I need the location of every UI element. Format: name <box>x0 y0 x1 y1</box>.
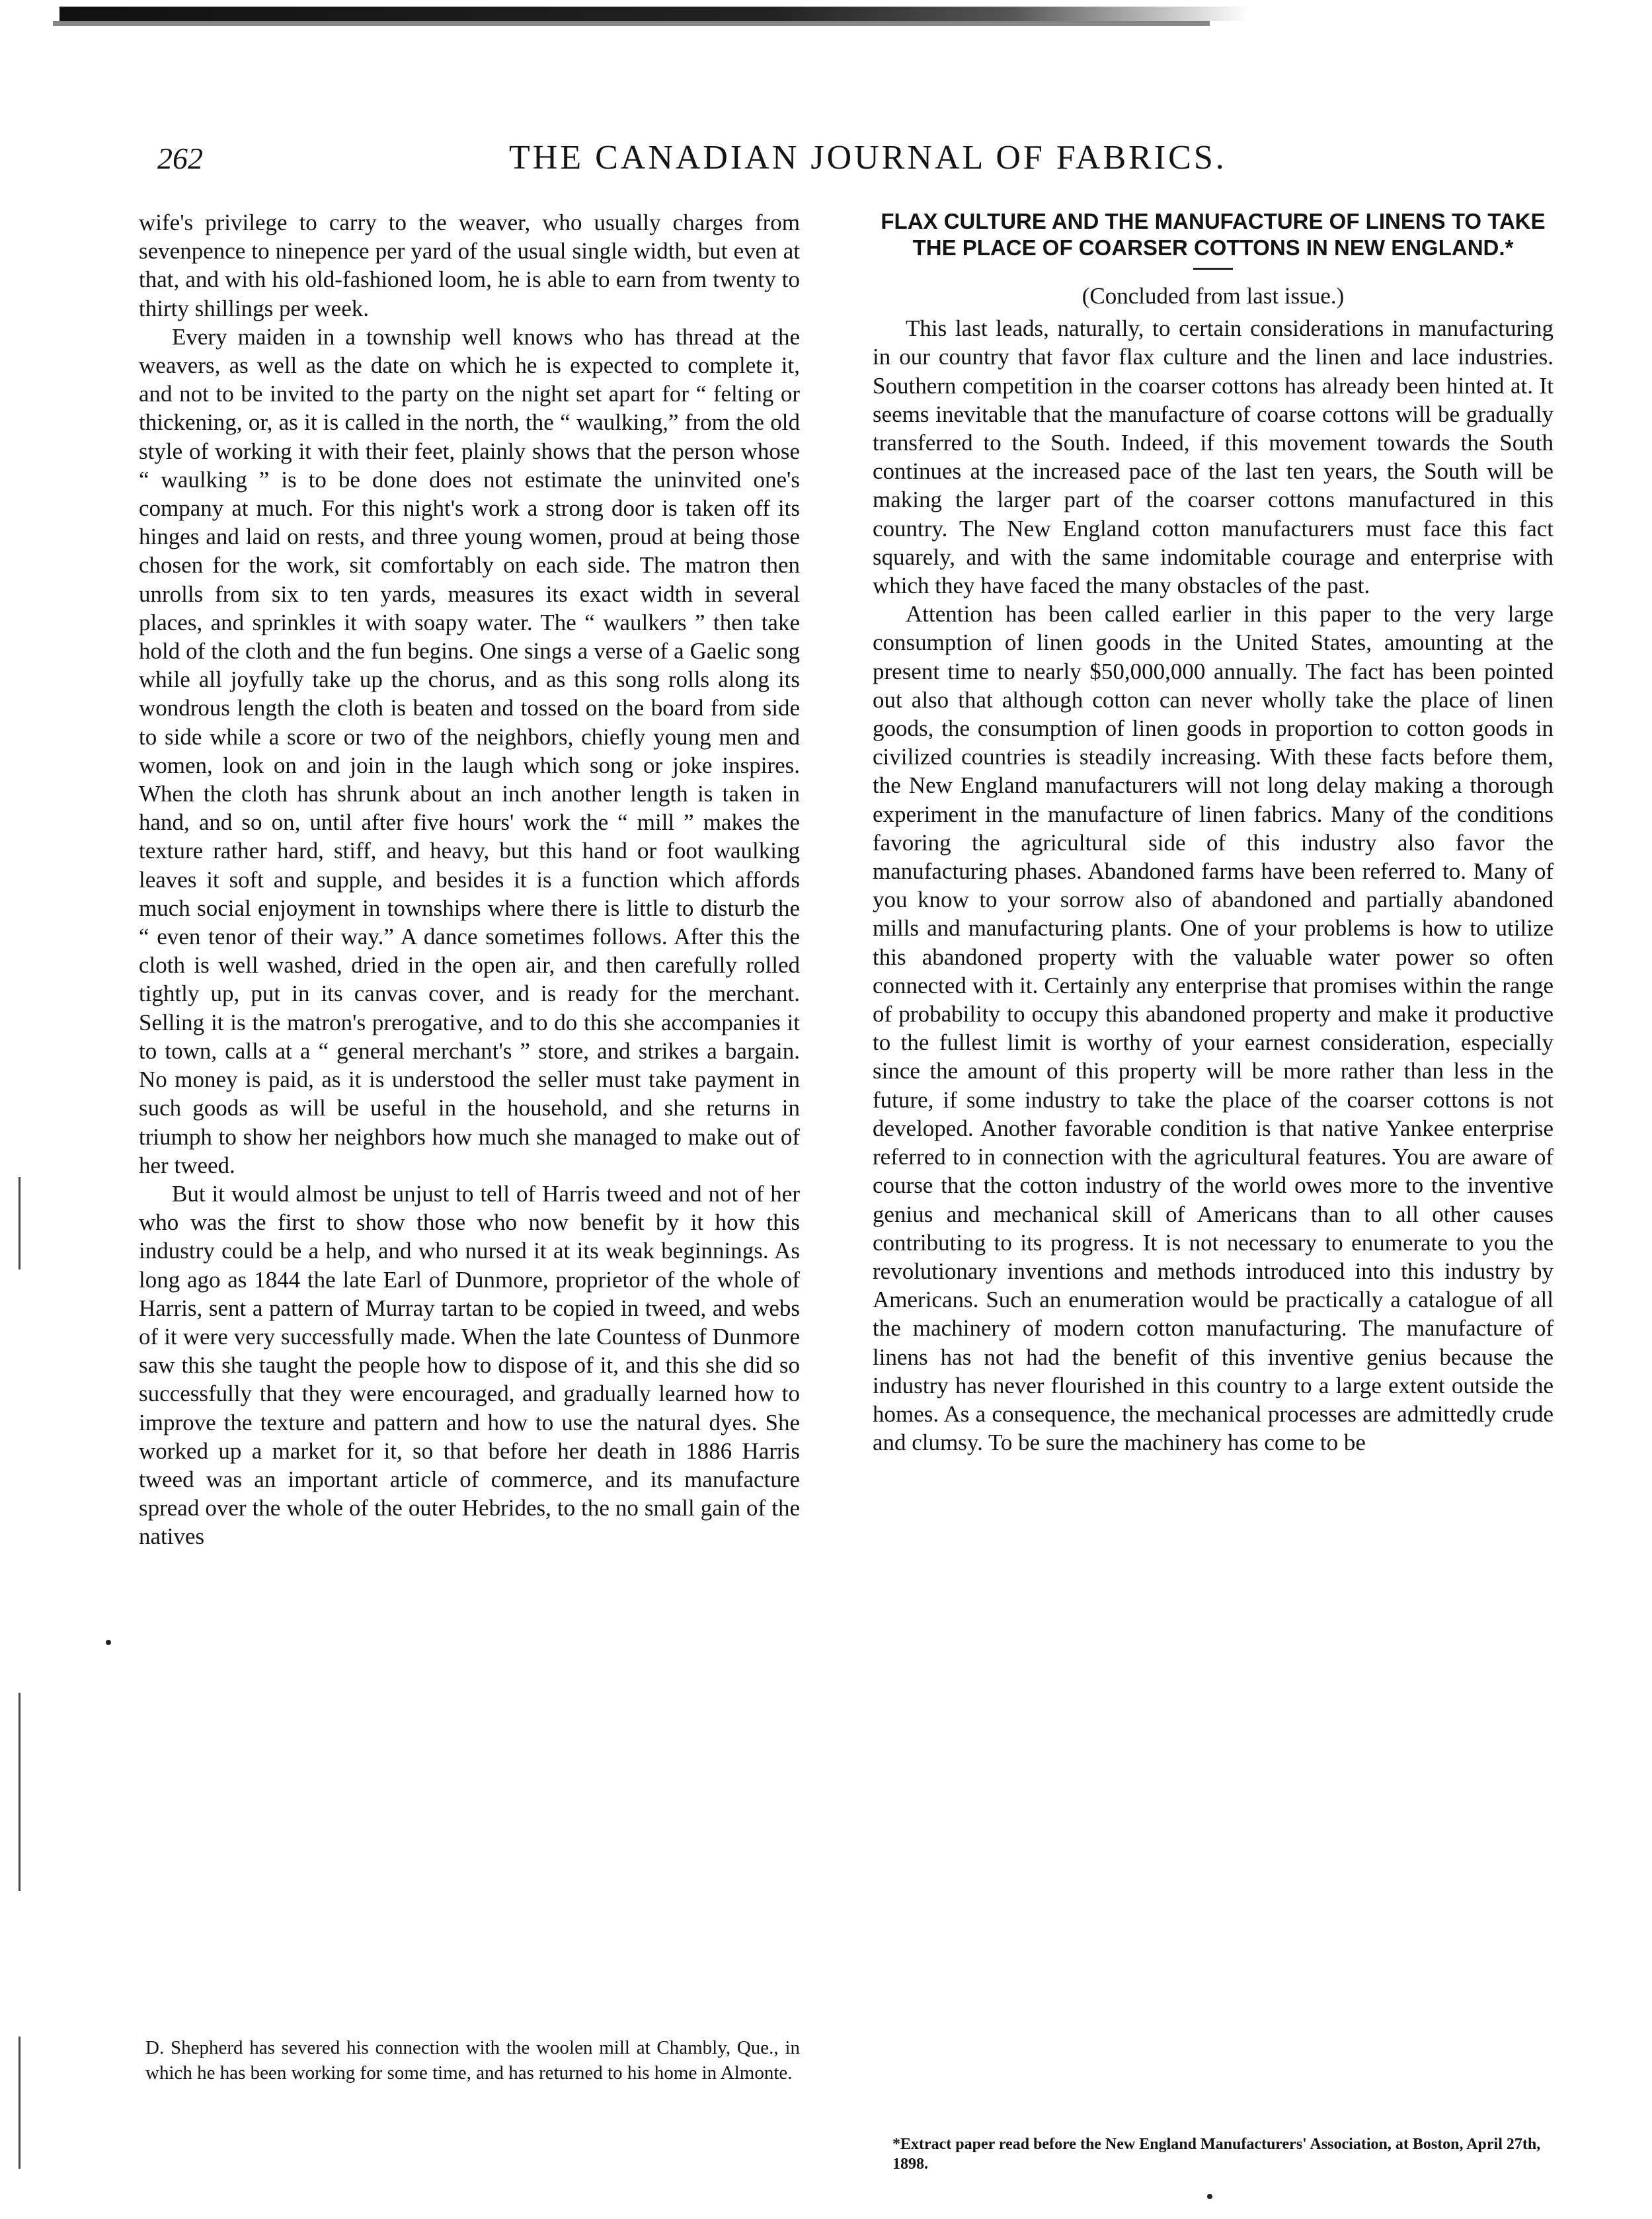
margin-dot <box>1207 2194 1212 2199</box>
footnote: *Extract paper read before the New England Manufacturers' Association, at Boston, April 27th, 1898. <box>892 2136 1541 2173</box>
margin-mark <box>19 2037 20 2169</box>
right-column <box>873 208 1554 1457</box>
article-heading: FLAX CULTURE AND THE MANUFACTURE OF LINENS TO TAKE THE PLACE OF COARSER COTTONS IN NEW ENGLAND.* <box>881 209 1546 260</box>
scan-edge-line <box>53 21 1210 26</box>
paragraph: wife's privilege to carry to the weaver, who usually charges from sevenpence to ninepence per yard of the usual single width, but even at that, and with his old-fashioned loom, he is able to earn from twenty to thirty shillings per week. <box>139 210 800 321</box>
page-number: 262 <box>157 141 203 175</box>
page-header <box>0 129 1652 182</box>
news-note: D. Shepherd has severed his connection with the woolen mill at Chambly, Que., in which he has been working for some time, and has returned to his home in Almonte. <box>145 2037 800 2083</box>
journal-title: THE CANADIAN JOURNAL OF FABRICS. <box>509 139 1227 177</box>
paragraph: This last leads, naturally, to certain considerations in manufacturing in our country that favor flax culture and the linen and lace industries. Southern competition in the coarser cottons has already been hinted at. It seems inevitable that the manufacture of coarse cottons will be gradually transferred to the South. Indeed, if this movement towards the South continues at the increased pace of the last ten years, the South will be making the larger part of the coarser cottons manufactured in this country. The New England cotton manufacturers must face this fact squarely, and with the same indomitable courage and enterprise with which they have faced the many obstacles of the past. <box>873 315 1554 599</box>
paragraph: Every maiden in a township well knows who has thread at the weavers, as well as the date on which he is expected to complete it, and not to be invited to the party on the night set apart for “ felting or thickening, or, as it is called in the north, the “ waulking,” from the old style of working it with their feet, plainly shows that the person whose “ waulking ” is to be done does not estimate the uninvited one's company at much. For this night's work a strong door is taken off its hinges and laid on rests, and three young women, proud at being those chosen for the work, sit comfortably on each side. The matron then unrolls from six to ten yards, measures its exact width in several places, and sprinkles it with soapy water. The “ waulkers ” then take hold of the cloth and the fun begins. One sings a verse of a Gaelic song while all joyfully take up the chorus, and as this song rolls along its wondrous length the cloth is beaten and tossed on the board from side to side while a score or two of the neighbors, chiefly young men and women, look on and join in the laugh which song or joke inspires. When the cloth has shrunk about an inch another length is taken in hand, and so on, until after five hours' work the “ mill ” makes the texture rather hard, stiff, and heavy, but this hand or foot waulking leaves it soft and supple, and besides it is a function which affords much social enjoyment in townships where there is little to disturb the “ even tenor of their way.” A dance sometimes follows. After this the cloth is well washed, dried in the open air, and then carefully rolled tightly up, put in its canvas cover, and is ready for the merchant. Selling it is the matron's prerogative, and to do this she accompanies it to town, calls at a “ general merchant's ” store, and strikes a bargain. No money is paid, as it is understood the seller must take payment in such goods as will be useful in the household, and she returns in triumph to show her neighbors how much she managed to make out of her tweed. <box>139 323 800 1178</box>
margin-dot <box>106 1640 111 1645</box>
scan-edge-bar <box>59 7 1249 21</box>
article-subheading: (Concluded from last issue.) <box>1082 283 1345 309</box>
paragraph: But it would almost be unjust to tell of Harris tweed and not of her who was the first to show those who now benefit by it how this industry could be a help, and who nursed it at its weak beginnings. As long ago as 1844 the late Earl of Dunmore, proprietor of the whole of Harris, sent a pattern of Murray tartan to be copied in tweed, and webs of it were very successfully made. When the late Countess of Dunmore saw this she taught the people how to dispose of it, and this she did so successfully that they were encouraged, and gradually learned how to improve the texture and pattern and how to use the natural dyes. She worked up a market for it, so that before her death in 1886 Harris tweed was an important article of commerce, and its manufacture spread over the whole of the outer Hebrides, to the no small gain of the natives <box>139 1180 800 1550</box>
margin-mark <box>19 1693 20 1891</box>
left-column <box>139 208 800 1551</box>
heading-divider <box>1193 268 1233 270</box>
paragraph: Attention has been called earlier in this paper to the very large consumption of linen goods in the United States, amounting at the present time to nearly $50,000,000 annually. The fact has been pointed out also that although cotton can never wholly take the place of linen goods, the consumption of linen goods in proportion to cotton goods in civilized countries is steadily increasing. With these facts before them, the New England manufacturers will not long delay making a thorough experiment in the manufacture of linen fabrics. Many of the conditions favoring the agricultural side of this industry also favor the manufacturing phases. Abandoned farms have been referred to. Many of you know to your sorrow also of abandoned and partially abandoned mills and manufacturing plants. One of your problems is how to utilize this abandoned property with the valuable water power so often connected with it. Certainly any enterprise that promises within the range of probability to occupy this abandoned property and make it productive to the fullest limit is worthy of your earnest consideration, especially since the amount of this property will be more rather than less in the future, if some industry to take the place of the coarser cottons is not developed. Another favorable condition is that native Yankee enterprise referred to in connection with the agricultural features. You are aware of course that the cotton industry of the world owes more to the inventive genius and mechanical skill of Americans than to all other causes contributing to its progress. It is not necessary to enumerate to you the revolutionary inventions and methods introduced into this industry by Americans. Such an enumeration would be practically a catalogue of all the machinery of modern cotton manufacturing. The manufacture of linens has not had the benefit of this inventive genius because the industry has never flourished in this country to a large extent outside the homes. As a consequence, the mechanical processes are admittedly crude and clumsy. To be sure the machinery has come to be <box>873 601 1554 1456</box>
margin-mark <box>19 1177 20 1270</box>
